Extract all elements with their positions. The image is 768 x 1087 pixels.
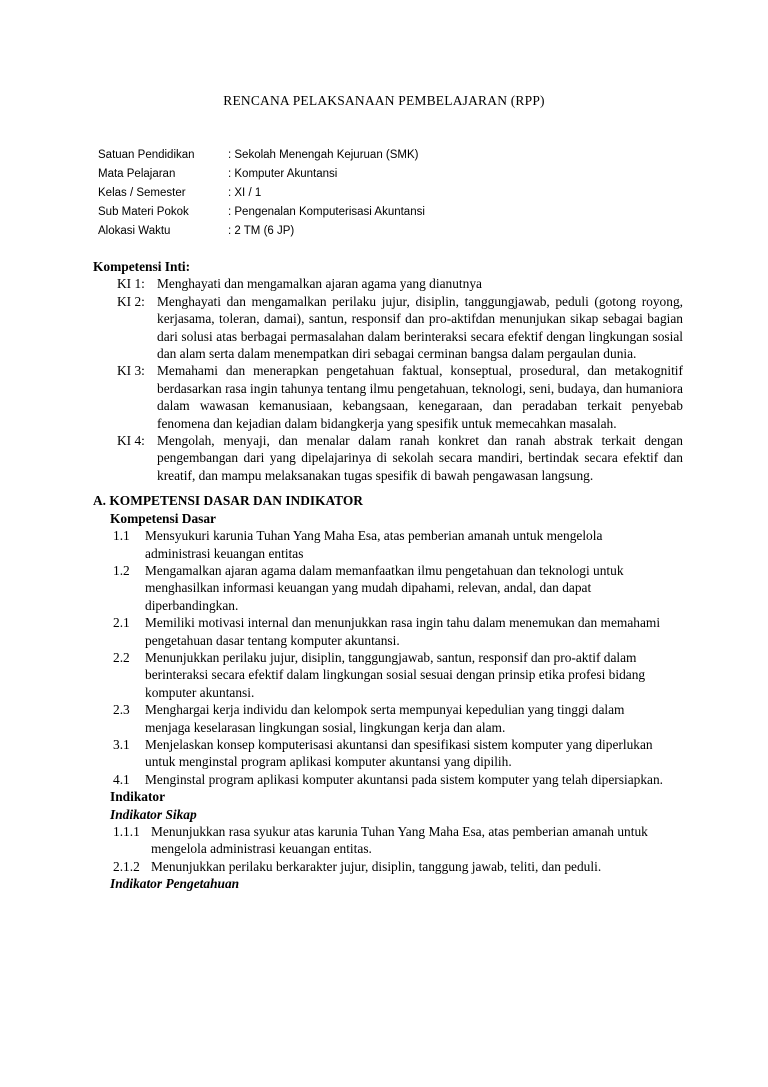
indikator-number: 2.1.2	[113, 858, 140, 874]
ki-heading: Kompetensi Inti:	[93, 259, 191, 274]
kd-number: 2.1	[113, 615, 130, 631]
kd-item	[93, 614, 683, 649]
ki-text: Menghayati dan mengamalkan ajaran agama yang dianutnya	[157, 276, 482, 292]
kd-text: Mensyukuri karunia Tuhan Yang Maha Esa, atas pemberian amanah untuk mengelola administrasi keuangan entitas	[145, 528, 603, 561]
document-title: RENCANA PELAKSANAAN PEMBELAJARAN (RPP)	[223, 93, 545, 108]
indikator-item	[93, 823, 683, 858]
ki-number: KI 1:	[117, 276, 145, 292]
kd-number: 3.1	[113, 736, 130, 752]
indikator-number: 1.1.1	[113, 824, 140, 839]
ki-text: Mengolah, menyaji, dan menalar dalam ranah konkret dan ranah abstrak terkait dengan pengembangan dari yang dipelajarinya di sekolah secara mandiri, bertindak secara efektif dan kreatif, dan mampu melaksanakan tugas spesifik di bawah pengawasan langsung.	[157, 433, 683, 483]
identity-row	[98, 184, 425, 203]
identity-label: Satuan Pendidikan	[98, 149, 195, 161]
identity-row	[98, 146, 425, 165]
kd-item	[93, 527, 683, 562]
kd-item	[93, 701, 683, 736]
kd-text: Menghargai kerja individu dan kelompok serta mempunyai kepedulian yang tinggi dalam menjaga keselarasan lingkungan sosial, lingkungan kerja dan alam.	[145, 702, 625, 735]
ki-item	[93, 432, 683, 484]
identity-label: Kelas / Semester	[98, 187, 186, 199]
document-body	[93, 258, 683, 893]
kd-item	[93, 771, 683, 788]
identity-table	[98, 146, 425, 241]
ki-number: KI 4:	[117, 433, 145, 449]
kd-item	[93, 562, 683, 614]
kd-number: 1.1	[113, 528, 130, 544]
ki-number: KI 2:	[117, 293, 145, 309]
kd-text: Memiliki motivasi internal dan menunjukkan rasa ingin tahu dalam menemukan dan memahami pengetahuan dasar tentang komputer akuntansi.	[145, 615, 661, 648]
identity-label: Mata Pelajaran	[98, 168, 176, 180]
kd-number: 4.1	[113, 771, 130, 787]
identity-row	[98, 165, 425, 184]
kd-item	[93, 649, 683, 701]
indikator-pengetahuan-heading: Indikator Pengetahuan	[110, 876, 240, 892]
ki-item	[93, 275, 683, 292]
identity-row	[98, 222, 425, 241]
indikator-sikap-heading: Indikator Sikap	[110, 806, 197, 822]
ki-text: Memahami dan menerapkan pengetahuan faktual, konseptual, prosedural, dan metakognitif berdasarkan rasa ingin tahunya tentang ilmu pengetahuan, teknologi, seni, budaya, dan humaniora dalam wawasan kemanusiaan, kebangsaan, kenegaraan, dan peradaban terkait penyebab fenomena dan kejadian dalam bidangkerja yang spesifik untuk memecahkan masalah.	[157, 363, 683, 431]
ki-text: Menghayati dan mengamalkan perilaku jujur, disiplin, tanggungjawab, peduli (gotong royong, kerjasama, toleran, damai), santun, responsif dan pro-aktifdan menunjukan sikap sebagai bagian dari solusi atas berbagai permasalahan dalam berinteraksi secara efektif dengan lingkungan sosial dan alam serta dalam menempatkan diri sebagai cerminan bangsa dalam pergaulan dunia.	[157, 293, 683, 362]
kd-number: 2.3	[113, 702, 130, 718]
kd-text: Menjelaskan konsep komputerisasi akuntansi dan spesifikasi sistem komputer yang diperlukan untuk menginstal program aplikasi komputer akuntansi yang dipilih.	[145, 736, 653, 770]
indikator-heading: Indikator	[110, 789, 166, 805]
identity-value: : Sekolah Menengah Kejuruan (SMK)	[228, 149, 419, 161]
kd-heading: Kompetensi Dasar	[110, 510, 217, 526]
identity-value: : Pengenalan Komputerisasi Akuntansi	[228, 206, 425, 218]
identity-value: : XI / 1	[228, 187, 262, 199]
section-a-heading: A. KOMPETENSI DASAR DAN INDIKATOR	[93, 493, 363, 509]
kd-number: 1.2	[113, 562, 130, 578]
kd-text: Mengamalkan ajaran agama dalam memanfaatkan ilmu pengetahuan dan teknologi untuk menghasilkan informasi keuangan yang mudah dipahami, relevan, andal, dan dapat diperbandingkan.	[145, 562, 624, 613]
kd-number: 2.2	[113, 649, 130, 665]
kd-item	[93, 736, 683, 771]
indikator-text: Menunjukkan rasa syukur atas karunia Tuhan Yang Maha Esa, atas pemberian amanah untuk mengelola administrasi keuangan entitas.	[151, 824, 648, 857]
identity-value: : 2 TM (6 JP)	[228, 225, 295, 237]
kd-text: Menunjukkan perilaku jujur, disiplin, tanggungjawab, santun, responsif dan pro-aktif dalam berinteraksi secara efektif dalam lingkungan sosial sesuai dengan prinsip etika profesi bidang komputer akuntansi.	[145, 649, 646, 700]
ki-number: KI 3:	[117, 363, 145, 379]
indikator-text: Menunjukkan perilaku berkarakter jujur, disiplin, tanggung jawab, teliti, dan peduli.	[151, 858, 602, 874]
identity-label: Alokasi Waktu	[98, 225, 171, 237]
identity-label: Sub Materi Pokok	[98, 206, 189, 218]
identity-value: : Komputer Akuntansi	[228, 168, 338, 180]
ki-item	[93, 293, 683, 363]
identity-row	[98, 203, 425, 222]
kd-text: Menginstal program aplikasi komputer akuntansi pada sistem komputer yang telah dipersiapkan.	[145, 771, 664, 787]
indikator-item	[93, 858, 683, 875]
ki-item	[93, 362, 683, 432]
